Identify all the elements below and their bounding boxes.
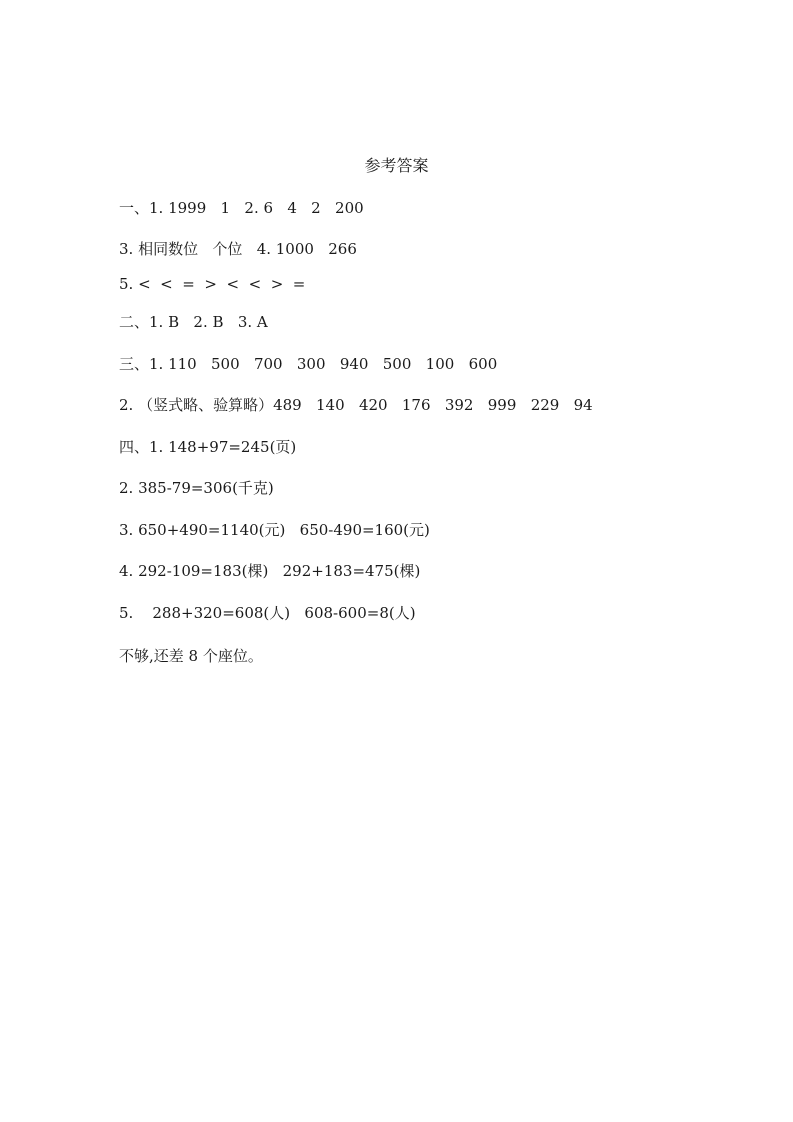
answer-line-part3-q1: 三、1. 110 500 700 300 940 500 100 600 xyxy=(119,355,498,373)
answer-line-part4-q3: 3. 650+490=1140(元) 650-490=160(元) xyxy=(119,521,430,539)
answer-line-conclusion: 不够,还差 8 个座位。 xyxy=(119,647,263,665)
answer-line-part4-q2: 2. 385-79=306(千克) xyxy=(119,479,274,497)
answer-line-part4-q5: 5. 288+320=608(人) 608-600=8(人) xyxy=(119,604,416,622)
answer-line-part1-q1-q2: 一、1. 1999 1 2. 6 4 2 200 xyxy=(119,199,364,217)
answer-line-part1-q5: 5. < < = > < < > = xyxy=(119,275,306,293)
answer-line-part2: 二、1. B 2. B 3. A xyxy=(119,313,268,331)
answer-line-part3-q2: 2. （竖式略、验算略）489 140 420 176 392 999 229 94 xyxy=(119,396,593,414)
page-title: 参考答案 xyxy=(364,156,429,175)
answer-line-part4-q1: 四、1. 148+97=245(页) xyxy=(119,438,297,456)
answer-line-part1-q3-q4: 3. 相同数位 个位 4. 1000 266 xyxy=(119,240,357,258)
answer-line-part4-q4: 4. 292-109=183(棵) 292+183=475(棵) xyxy=(119,562,421,580)
